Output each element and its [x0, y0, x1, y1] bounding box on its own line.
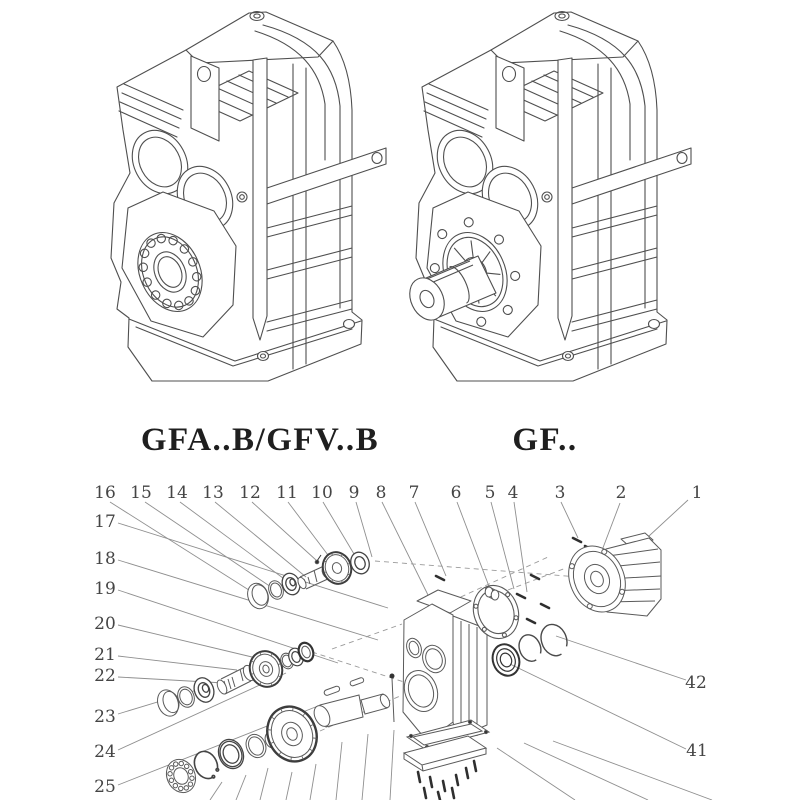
- callout-6: 6: [450, 483, 462, 503]
- callout-22: 22: [94, 666, 116, 686]
- callout-18: 18: [94, 549, 116, 569]
- input-gear: [318, 548, 355, 588]
- callout-41: 41: [686, 741, 708, 761]
- shaft-key: [323, 685, 340, 696]
- callouts-left-column: [94, 512, 116, 797]
- shaft-key: [349, 677, 364, 686]
- gearbox-drawing-gfab: [111, 12, 386, 382]
- callout-3: 3: [554, 483, 566, 503]
- callout-5: 5: [484, 483, 496, 503]
- intermediate-gear: [245, 647, 287, 692]
- callout-1: 1: [691, 483, 703, 503]
- callout-23: 23: [94, 707, 116, 727]
- callout-2: 2: [615, 483, 627, 503]
- callout-9: 9: [348, 483, 360, 503]
- oil-seal: [214, 735, 248, 772]
- callouts-right-column: [685, 673, 708, 761]
- callout-11: 11: [276, 483, 298, 503]
- callout-20: 20: [94, 614, 116, 634]
- callout-10: 10: [311, 483, 333, 503]
- callout-21: 21: [94, 645, 116, 665]
- callout-13: 13: [202, 483, 224, 503]
- callout-19: 19: [94, 579, 116, 599]
- callout-14: 14: [166, 483, 188, 503]
- callout-16: 16: [94, 483, 116, 503]
- exploded-parts-diagram: [94, 483, 712, 800]
- pan-bolts: [418, 761, 476, 800]
- callout-8: 8: [375, 483, 387, 503]
- callout-7: 7: [408, 483, 420, 503]
- circlip-42: [537, 621, 571, 660]
- gearbox-drawing-gf: [403, 12, 691, 382]
- callout-4: 4: [507, 483, 519, 503]
- model-label-right: GF..: [512, 422, 578, 458]
- callout-12: 12: [239, 483, 261, 503]
- callout-42: 42: [685, 673, 707, 693]
- model-label-left: GFA..B/GFV..B: [140, 422, 380, 458]
- input-shaft-cluster: [244, 548, 372, 611]
- callout-15: 15: [130, 483, 152, 503]
- callout-17: 17: [94, 512, 116, 532]
- motor: [559, 533, 661, 621]
- callouts-top-row: [94, 483, 702, 503]
- callout-25: 25: [94, 777, 116, 797]
- callout-24: 24: [94, 742, 116, 762]
